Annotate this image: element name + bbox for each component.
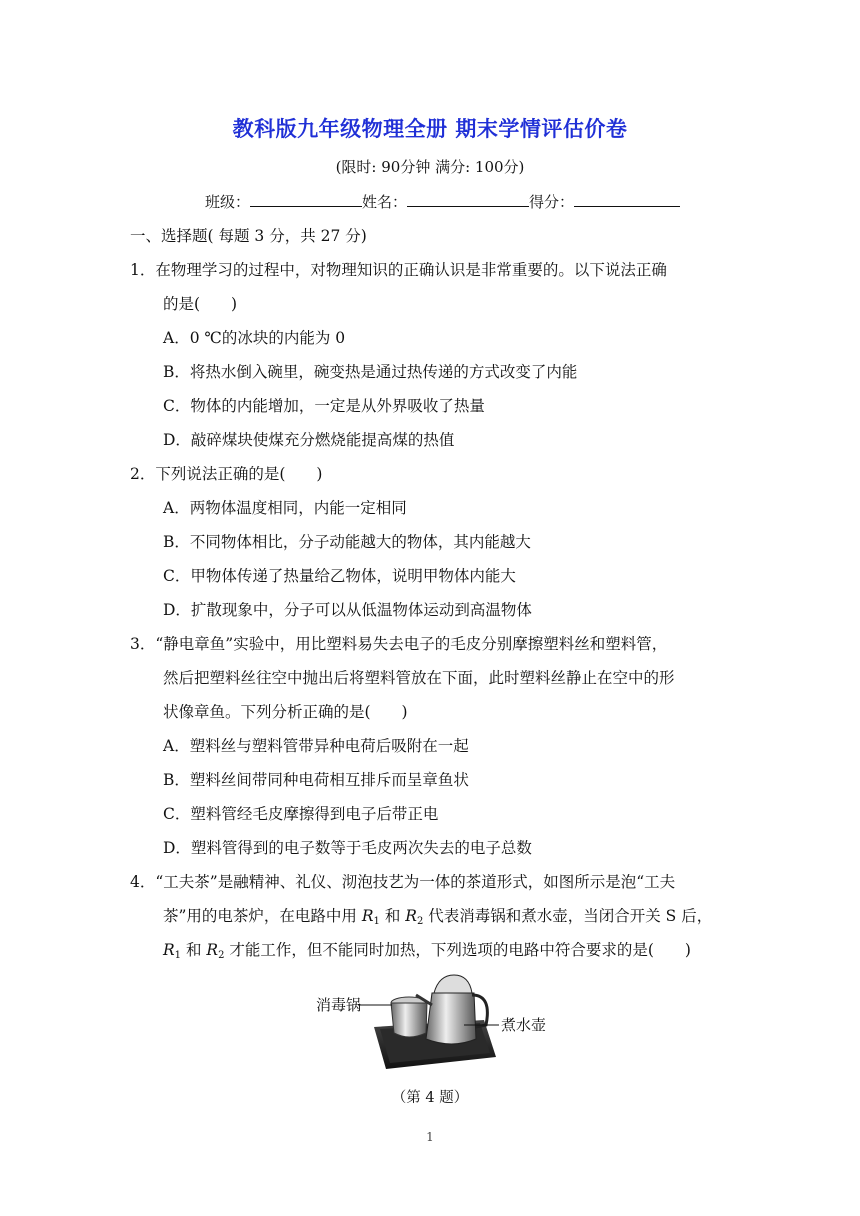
q4-stem-cont-2 bbox=[163, 938, 691, 961]
score-blank[interactable] bbox=[574, 190, 680, 207]
q4-text-b: 代表消毒锅和煮水壶，当闭合开关 S 后， bbox=[423, 907, 713, 925]
q1-option-c: C．物体的内能增加，一定是从外界吸收了热量 bbox=[163, 397, 485, 415]
name-label: 姓名： bbox=[362, 193, 408, 211]
kettle-lid bbox=[434, 975, 472, 993]
page-number: 1 bbox=[426, 1130, 434, 1144]
tea-stove-figure bbox=[314, 965, 554, 1075]
r-symbol: R bbox=[361, 907, 374, 925]
class-blank[interactable] bbox=[250, 190, 362, 207]
kettle-body bbox=[426, 993, 476, 1044]
sterilizer-pot bbox=[391, 1003, 427, 1037]
r-symbol: R bbox=[206, 941, 219, 959]
q4-stem-cont-1 bbox=[163, 904, 712, 927]
page-title: 教科版九年级物理全册 期末学情评估价卷 bbox=[232, 117, 628, 141]
q1-stem: 1．在物理学习的过程中，对物理知识的正确认识是非常重要的。以下说法正确 bbox=[130, 261, 667, 279]
name-blank[interactable] bbox=[407, 190, 529, 207]
subscript-1: 1 bbox=[373, 916, 380, 927]
q3-option-a: A．塑料丝与塑料管带异种电荷后吸附在一起 bbox=[163, 737, 469, 755]
q2-option-d: D．扩散现象中，分子可以从低温物体运动到高温物体 bbox=[163, 601, 532, 619]
q1-option-b: B．将热水倒入碗里，碗变热是通过热传递的方式改变了内能 bbox=[163, 363, 578, 381]
and-text: 和 bbox=[379, 907, 406, 925]
q2-stem: 2．下列说法正确的是( ) bbox=[130, 465, 323, 483]
subscript-1: 1 bbox=[174, 950, 182, 961]
r-symbol: R bbox=[163, 941, 175, 959]
r-symbol: R bbox=[405, 907, 417, 925]
q4-stem: 4．“工夫茶”是融精神、礼仪、沏泡技艺为一体的茶道形式，如图所示是泡“工夫 bbox=[130, 873, 676, 891]
q2-option-c: C．甲物体传递了热量给乙物体，说明甲物体内能大 bbox=[163, 567, 516, 585]
student-info-row bbox=[205, 190, 680, 212]
q3-stem: 3．“静电章鱼”实验中，用比塑料易失去电子的毛皮分别摩擦塑料丝和塑料管， bbox=[130, 635, 668, 653]
section-heading: 一、选择题( 每题 3 分，共 27 分) bbox=[130, 227, 367, 245]
q2-option-a: A．两物体温度相同，内能一定相同 bbox=[163, 499, 407, 517]
q3-stem-cont-2: 状像章鱼。下列分析正确的是( ) bbox=[163, 703, 408, 721]
q3-option-c: C．塑料管经毛皮摩擦得到电子后带正电 bbox=[163, 805, 439, 823]
q3-stem-cont-1: 然后把塑料丝往空中抛出后将塑料管放在下面，此时塑料丝静止在空中的形 bbox=[163, 669, 675, 687]
q4-text-c: 才能工作，但不能同时加热，下列选项的电路中符合要求的是( ) bbox=[224, 941, 691, 959]
kettle-label: 煮水壶 bbox=[501, 1016, 547, 1034]
q1-option-a: A．0 ℃的冰块的内能为 0 bbox=[163, 329, 346, 347]
time-limit-note: (限时: 90分钟 满分: 100分) bbox=[335, 158, 525, 176]
subscript-2: 2 bbox=[218, 950, 225, 961]
sterilizer-label: 消毒锅 bbox=[316, 996, 362, 1014]
and-text: 和 bbox=[181, 941, 207, 959]
q3-option-d: D．塑料管得到的电子数等于毛皮两次失去的电子总数 bbox=[163, 839, 532, 857]
score-label: 得分： bbox=[529, 193, 575, 211]
subscript-2: 2 bbox=[416, 916, 424, 927]
q4-text-a: 茶”用的电茶炉，在电路中用 bbox=[163, 907, 362, 925]
q3-option-b: B．塑料丝间带同种电荷相互排斥而呈章鱼状 bbox=[163, 771, 469, 789]
q2-option-b: B．不同物体相比，分子动能越大的物体，其内能越大 bbox=[163, 533, 531, 551]
q1-stem-cont: 的是( ) bbox=[163, 295, 238, 313]
q1-option-d: D．敲碎煤块使煤充分燃烧能提高煤的热值 bbox=[163, 431, 455, 449]
class-label: 班级： bbox=[205, 193, 251, 211]
figure-caption: （第 4 题） bbox=[391, 1090, 469, 1106]
